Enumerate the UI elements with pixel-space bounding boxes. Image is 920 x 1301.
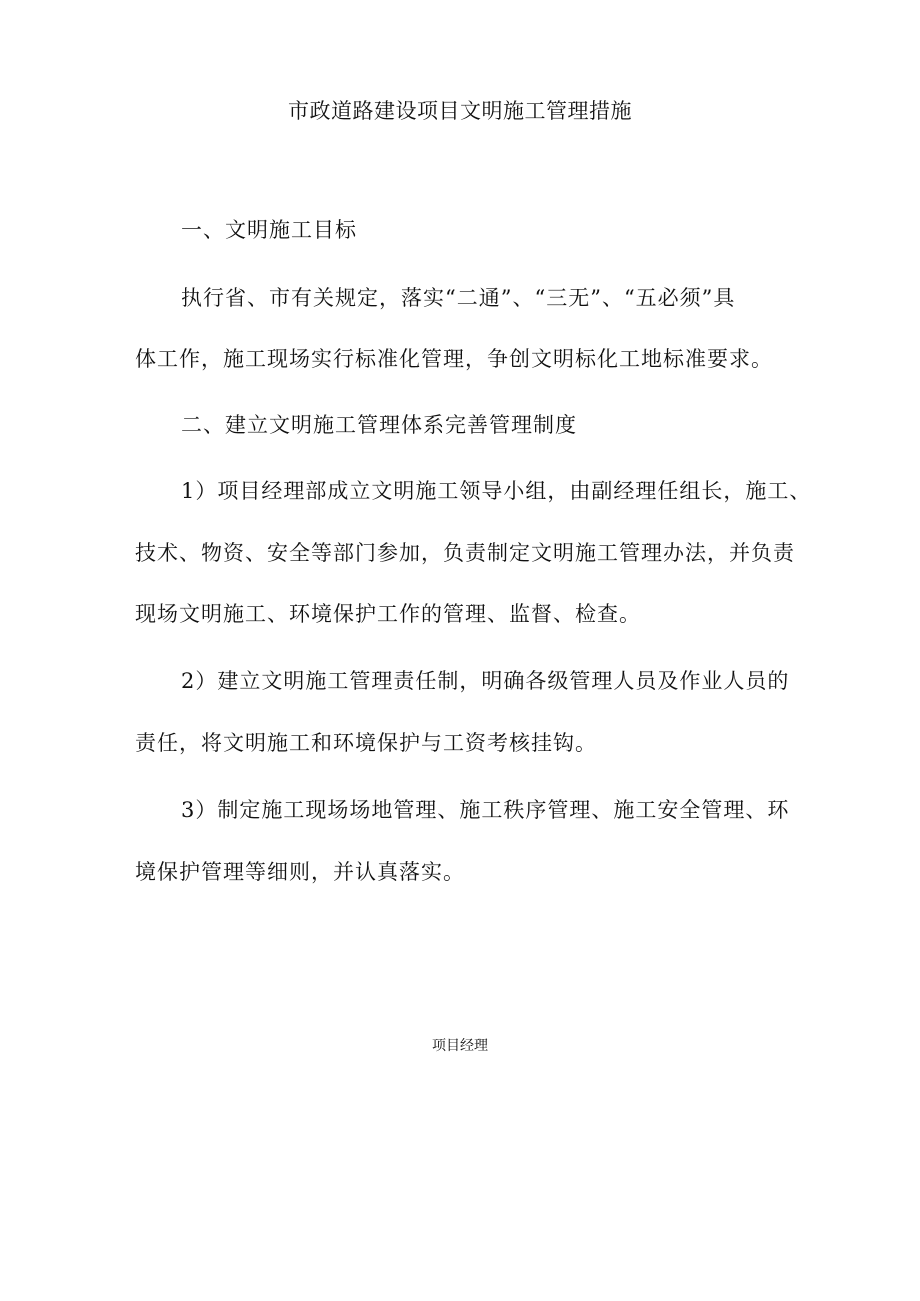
item3-line1: 3）制定施工现场场地管理、施工秩序管理、施工安全管理、环	[181, 798, 790, 822]
document-title: 市政道路建设项目文明施工管理措施	[288, 99, 632, 123]
item1-line2: 技术、物资、安全等部门参加，负责制定文明施工管理办法，并负责	[135, 541, 795, 565]
signature-label: 项目经理	[432, 1038, 488, 1054]
section1-paragraph-line1: 执行省、市有关规定，落实“二通”、“三无”、“五必须”具	[181, 286, 736, 310]
item1-line3: 现场文明施工、环境保护工作的管理、监督、检查。	[135, 602, 641, 626]
section1-paragraph-line2: 体工作，施工现场实行标准化管理，争创文明标化工地标准要求。	[135, 347, 773, 371]
section1-heading: 一、文明施工目标	[181, 218, 357, 242]
section2-heading: 二、建立文明施工管理体系完善管理制度	[181, 413, 577, 437]
item1-line1: 1）项目经理部成立文明施工领导小组，由副经理任组长，施工、	[181, 479, 812, 503]
item2-line1: 2）建立文明施工管理责任制，明确各级管理人员及作业人员的	[181, 669, 790, 693]
item3-line2: 境保护管理等细则，并认真落实。	[135, 860, 465, 884]
item2-line2: 责任，将文明施工和环境保护与工资考核挂钩。	[135, 731, 597, 755]
